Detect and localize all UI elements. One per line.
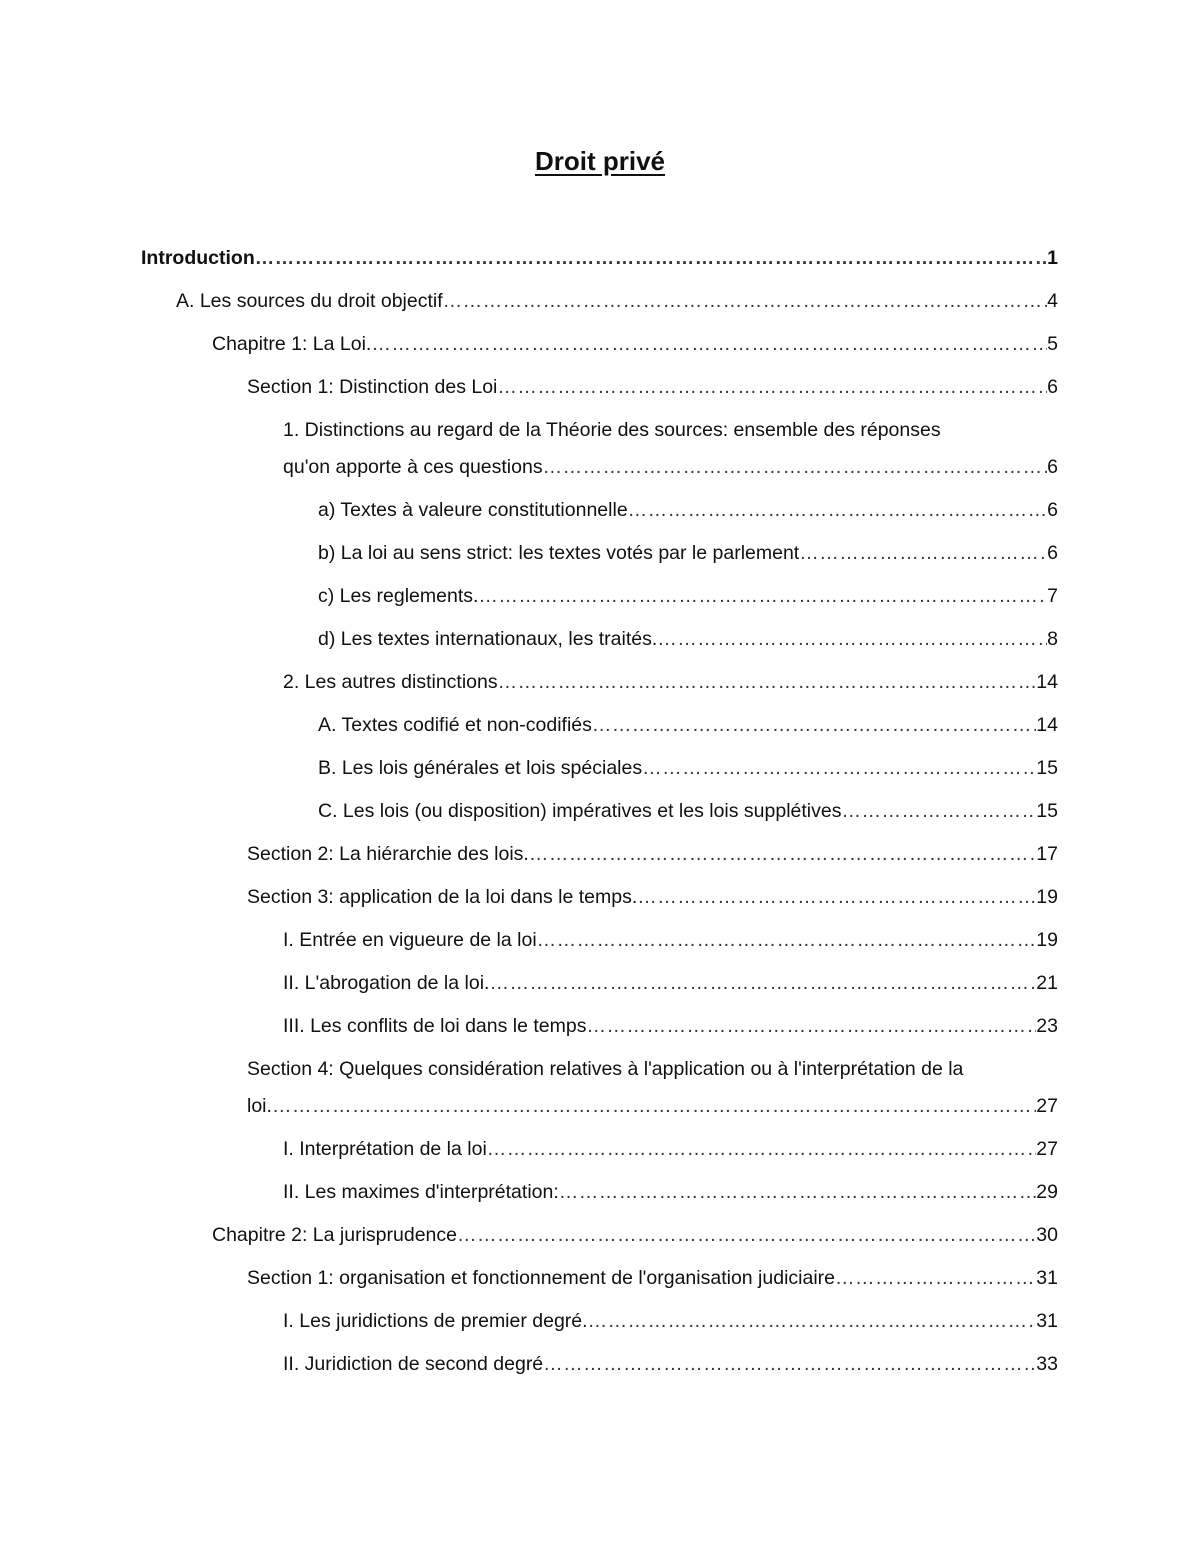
toc-entry[interactable] bbox=[0, 283, 1058, 320]
toc-entry-label-line1: Section 4: Quelques considération relatives à l'application ou à l'interprétation de la bbox=[247, 1058, 964, 1080]
toc-entry-page-number: 27 bbox=[1036, 1138, 1058, 1160]
toc-entry-page-number: 31 bbox=[1036, 1310, 1058, 1332]
toc-entry-page-number: 6 bbox=[1047, 499, 1058, 521]
toc-entry-label: Section 1: organisation et fonctionnement de l'organisation judiciaire bbox=[247, 1267, 836, 1289]
toc-entry-label: C. Les lois (ou disposition) impératives et les lois supplétives bbox=[318, 800, 842, 822]
toc-entry-label: Section 3: application de la loi dans le temps. bbox=[247, 886, 638, 908]
toc-entry-page-number: 14 bbox=[1036, 671, 1058, 693]
toc-entry[interactable] bbox=[0, 1260, 1058, 1297]
toc-entry-page-number: 27 bbox=[1036, 1095, 1058, 1117]
dot-leader bbox=[497, 369, 1047, 406]
toc-entry-page-number: 6 bbox=[1047, 456, 1058, 478]
toc-entry-label: Section 1: Distinction des Loi bbox=[247, 376, 498, 398]
toc-entry-label: II. L'abrogation de la loi. bbox=[283, 972, 490, 994]
toc-entry[interactable] bbox=[0, 922, 1058, 959]
dot-leader bbox=[537, 922, 1037, 959]
toc-entry-label: qu'on apporte à ces questions bbox=[283, 456, 543, 478]
dot-leader bbox=[559, 1174, 1037, 1211]
toc-entry-page-number: 6 bbox=[1047, 542, 1058, 564]
toc-entry[interactable] bbox=[0, 240, 1058, 277]
toc-entry-page-number: 1 bbox=[1047, 247, 1058, 269]
toc-entry-page-number: 29 bbox=[1036, 1181, 1058, 1203]
toc-entry-label: d) Les textes internationaux, les traités. bbox=[318, 628, 658, 650]
toc-entry[interactable] bbox=[0, 1051, 1058, 1125]
toc-entry-label: Section 2: La hiérarchie des lois. bbox=[247, 843, 529, 865]
dot-leader bbox=[587, 1008, 1037, 1045]
page-title: Droit privé bbox=[534, 146, 666, 176]
toc-entry-label: III. Les conflits de loi dans le temps bbox=[283, 1015, 587, 1037]
dot-leader bbox=[255, 240, 1047, 277]
toc-entry-label: A. Les sources du droit objectif bbox=[176, 290, 443, 312]
dot-leader bbox=[642, 750, 1036, 787]
toc-entry[interactable] bbox=[0, 621, 1058, 658]
toc-entry-page-number: 33 bbox=[1036, 1353, 1058, 1375]
dot-leader bbox=[543, 449, 1048, 486]
dot-leader bbox=[799, 535, 1047, 572]
toc-entry[interactable] bbox=[0, 965, 1058, 1002]
toc-entry-label: I. Les juridictions de premier degré. bbox=[283, 1310, 588, 1332]
toc-entry-page-number: 19 bbox=[1036, 886, 1058, 908]
dot-leader bbox=[371, 326, 1047, 363]
toc-entry-page-number: 19 bbox=[1036, 929, 1058, 951]
toc-entry[interactable] bbox=[0, 369, 1058, 406]
dot-leader bbox=[443, 283, 1048, 320]
toc-entry-page-number: 23 bbox=[1036, 1015, 1058, 1037]
toc-entry[interactable] bbox=[0, 1346, 1058, 1383]
toc-entry-label: II. Les maximes d'interprétation: bbox=[283, 1181, 559, 1203]
dot-leader bbox=[835, 1260, 1036, 1297]
toc-entry[interactable] bbox=[0, 1303, 1058, 1340]
toc-entry-page-number: 5 bbox=[1047, 333, 1058, 355]
toc-entry-page-number: 30 bbox=[1036, 1224, 1058, 1246]
toc-entry-page-number: 4 bbox=[1047, 290, 1058, 312]
toc-entry[interactable] bbox=[0, 535, 1058, 572]
toc-entry-label: Chapitre 2: La jurisprudence bbox=[212, 1224, 457, 1246]
dot-leader bbox=[657, 621, 1047, 658]
table-of-contents bbox=[0, 240, 1200, 1389]
dot-leader bbox=[272, 1088, 1036, 1125]
dot-leader bbox=[588, 1303, 1037, 1340]
toc-entry-label: Introduction bbox=[141, 247, 255, 269]
toc-entry-label: b) La loi au sens strict: les textes votés par le parlement bbox=[318, 542, 800, 564]
toc-entry[interactable] bbox=[0, 1174, 1058, 1211]
toc-entry[interactable] bbox=[0, 793, 1058, 830]
toc-entry[interactable] bbox=[0, 1131, 1058, 1168]
toc-entry-page-number: 17 bbox=[1036, 843, 1058, 865]
dot-leader bbox=[592, 707, 1036, 744]
toc-entry-label: 2. Les autres distinctions bbox=[283, 671, 498, 693]
toc-entry-label: II. Juridiction de second degré bbox=[283, 1353, 544, 1375]
dot-leader bbox=[637, 879, 1036, 916]
dot-leader bbox=[487, 1131, 1037, 1168]
toc-entry-page-number: 8 bbox=[1047, 628, 1058, 650]
toc-entry-page-number: 15 bbox=[1036, 757, 1058, 779]
dot-leader bbox=[529, 836, 1036, 873]
toc-entry-label-line1: 1. Distinctions au regard de la Théorie des sources: ensemble des réponses bbox=[283, 419, 941, 441]
toc-entry-page-number: 15 bbox=[1036, 800, 1058, 822]
toc-entry[interactable] bbox=[0, 707, 1058, 744]
toc-entry-label: I. Interprétation de la loi bbox=[283, 1138, 487, 1160]
toc-entry-label: I. Entrée en vigueure de la loi bbox=[283, 929, 537, 951]
toc-entry[interactable] bbox=[0, 578, 1058, 615]
toc-entry[interactable] bbox=[0, 879, 1058, 916]
toc-entry-label: Chapitre 1: La Loi. bbox=[212, 333, 372, 355]
dot-leader bbox=[543, 1346, 1036, 1383]
dot-leader bbox=[498, 664, 1037, 701]
toc-entry-page-number: 21 bbox=[1036, 972, 1058, 994]
toc-entry-label: B. Les lois générales et lois spéciales bbox=[318, 757, 643, 779]
toc-entry[interactable] bbox=[0, 1217, 1058, 1254]
toc-entry-label: A. Textes codifié et non-codifiés bbox=[318, 714, 592, 736]
toc-entry-label: c) Les reglements. bbox=[318, 585, 479, 607]
dot-leader bbox=[841, 793, 1036, 830]
toc-entry-label: a) Textes à valeure constitutionnelle bbox=[318, 499, 628, 521]
dot-leader bbox=[478, 578, 1047, 615]
toc-entry-page-number: 7 bbox=[1047, 585, 1058, 607]
toc-entry[interactable] bbox=[0, 750, 1058, 787]
toc-entry-page-number: 31 bbox=[1036, 1267, 1058, 1289]
toc-entry-page-number: 14 bbox=[1036, 714, 1058, 736]
toc-entry[interactable] bbox=[0, 1008, 1058, 1045]
toc-entry[interactable] bbox=[0, 836, 1058, 873]
dot-leader bbox=[489, 965, 1036, 1002]
toc-entry[interactable] bbox=[0, 412, 1058, 486]
dot-leader bbox=[628, 492, 1047, 529]
toc-entry[interactable] bbox=[0, 664, 1058, 701]
toc-entry-page-number: 6 bbox=[1047, 376, 1058, 398]
toc-entry[interactable] bbox=[0, 326, 1058, 363]
toc-entry-label: loi. bbox=[247, 1095, 272, 1117]
dot-leader bbox=[457, 1217, 1036, 1254]
toc-entry[interactable] bbox=[0, 492, 1058, 529]
